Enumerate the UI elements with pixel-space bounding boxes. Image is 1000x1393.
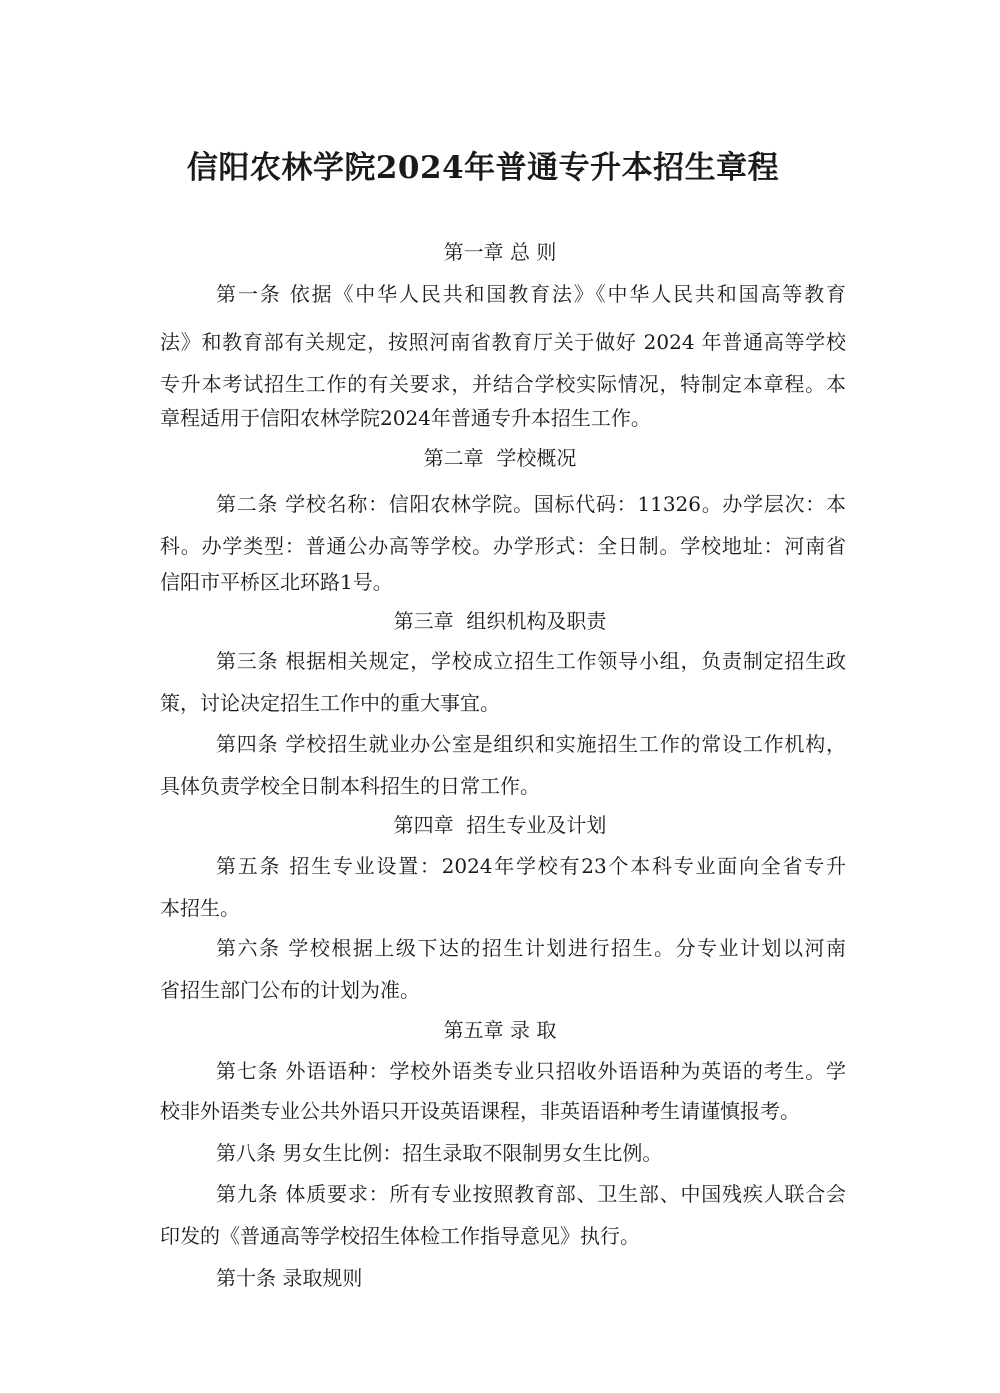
article-5-line-1: 第五条 招生专业设置：2024年学校有23个本科专业面向全省专升 bbox=[216, 854, 846, 878]
article-2-line-1: 第二条 学校名称：信阳农林学院。国标代码：11326。办学层次：本 bbox=[216, 492, 846, 516]
article-7-line-1: 第七条 外语语种：学校外语类专业只招收外语语种为英语的考生。学 bbox=[216, 1059, 846, 1083]
article-1-line-1: 第一条 依据《中华人民共和国教育法》《中华人民共和国高等教育 bbox=[216, 282, 846, 306]
chapter-heading-4: 第四章 招生专业及计划 bbox=[393, 813, 607, 837]
article-6-line-1: 第六条 学校根据上级下达的招生计划进行招生。分专业计划以河南 bbox=[216, 936, 846, 960]
article-1-line-2: 法》和教育部有关规定，按照河南省教育厅关于做好 2024 年普通高等学校 bbox=[160, 330, 846, 354]
article-4-line-2: 具体负责学校全日制本科招生的日常工作。 bbox=[160, 774, 540, 798]
article-1-line-3: 专升本考试招生工作的有关要求，并结合学校实际情况，特制定本章程。本 bbox=[160, 372, 846, 396]
chapter-heading-2: 第二章 学校概况 bbox=[423, 446, 577, 470]
article-10-line-1: 第十条 录取规则 bbox=[216, 1266, 363, 1290]
article-3-line-1: 第三条 根据相关规定，学校成立招生工作领导小组，负责制定招生政 bbox=[216, 649, 846, 673]
article-9-line-1: 第九条 体质要求：所有专业按照教育部、卫生部、中国残疾人联合会 bbox=[216, 1182, 846, 1206]
chapter-heading-3: 第三章 组织机构及职责 bbox=[393, 609, 607, 633]
chapter-heading-5: 第五章 录 取 bbox=[443, 1018, 557, 1042]
document-title: 信阳农林学院2024年普通专升本招生章程 bbox=[186, 150, 780, 186]
article-3-line-2: 策，讨论决定招生工作中的重大事宜。 bbox=[160, 691, 500, 715]
article-2-line-3: 信阳市平桥区北环路1号。 bbox=[160, 570, 393, 594]
article-7-line-2: 校非外语类专业公共外语只开设英语课程，非英语语种考生请谨慎报考。 bbox=[160, 1099, 800, 1123]
article-6-line-2: 省招生部门公布的计划为准。 bbox=[160, 978, 420, 1002]
article-4-line-1: 第四条 学校招生就业办公室是组织和实施招生工作的常设工作机构， bbox=[216, 732, 846, 756]
article-8-line-1: 第八条 男女生比例：招生录取不限制男女生比例。 bbox=[216, 1141, 663, 1165]
chapter-heading-1: 第一章 总 则 bbox=[443, 240, 557, 264]
article-9-line-2: 印发的《普通高等学校招生体检工作指导意见》执行。 bbox=[160, 1224, 640, 1248]
article-5-line-2: 本招生。 bbox=[160, 896, 240, 920]
article-2-line-2: 科。办学类型：普通公办高等学校。办学形式：全日制。学校地址：河南省 bbox=[160, 534, 846, 558]
article-1-line-4: 章程适用于信阳农林学院2024年普通专升本招生工作。 bbox=[160, 406, 651, 430]
